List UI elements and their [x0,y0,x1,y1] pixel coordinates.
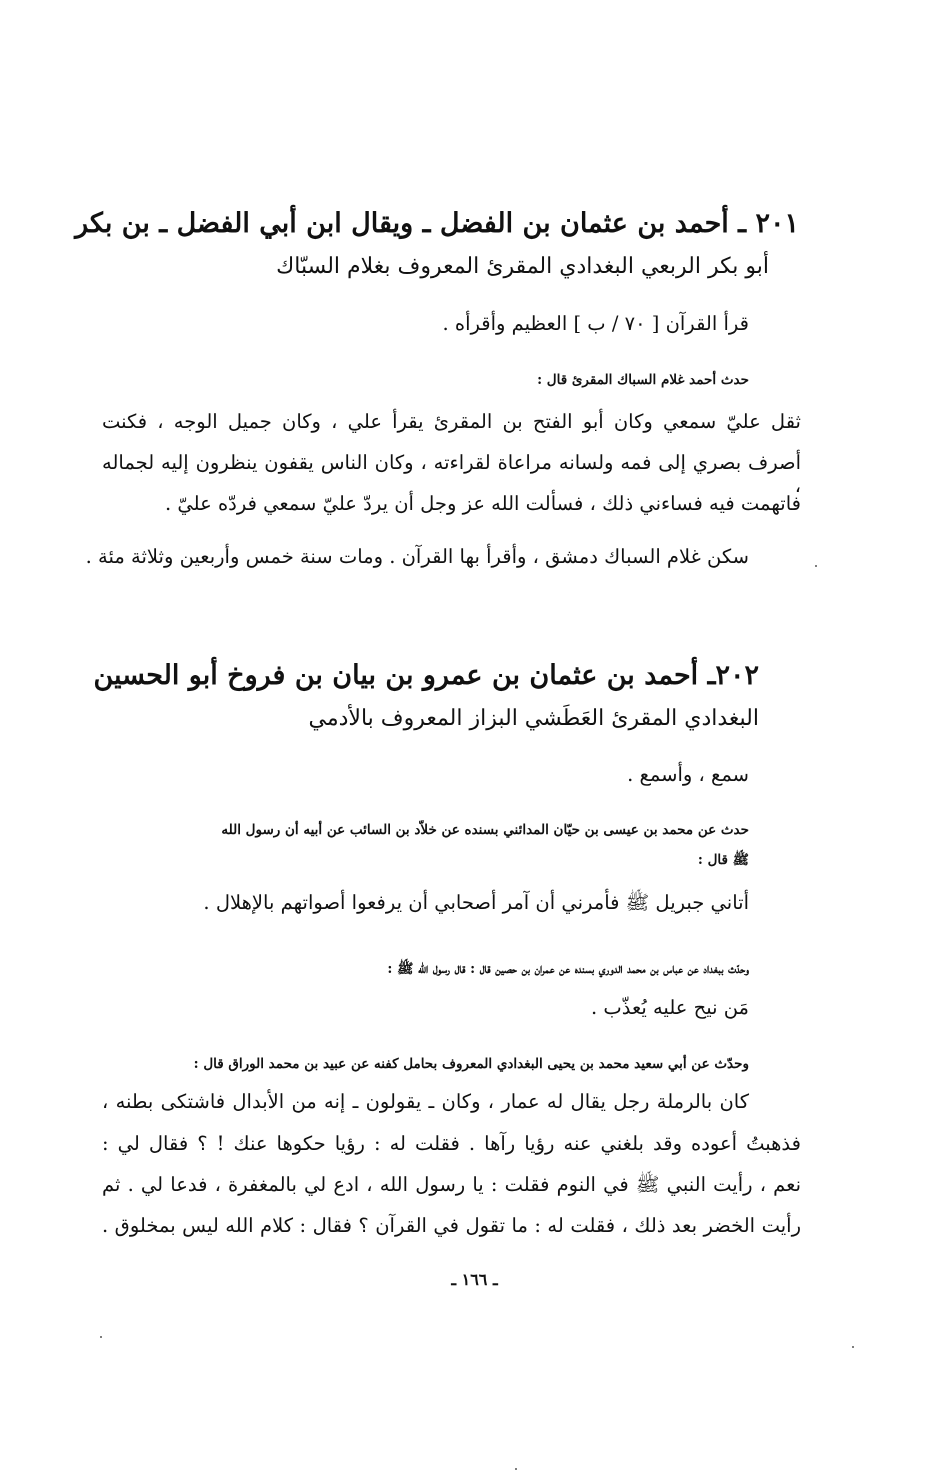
scan-speck [515,1468,517,1470]
entry-201-isnad: حدث أحمد غلام السباك المقرئ قال : [537,372,749,388]
entry-202-title: ٢٠٢ـ أحمد بن عثمان بن عمرو بن بيان بن فروخ أبو الحسين [93,660,759,691]
entry-201-narration-line-2: أصرف بصري إلى فمه ولسانه مراعاة لقراءته ، وكان الناس يقفون ينظرون إليه لجماله ، [102,451,801,497]
entry-202-hadith-1: أتاني جبريل ﷺ فأمرني أن آمر أصحابي أن يرفعوا أصواتهم بالإهلال . [203,891,749,914]
scan-speck [100,1336,102,1338]
entry-201-closing: سكن غلام السباك دمشق ، وأقرأ بها القرآن . ومات سنة خمس وأربعين وثلاثة مئة . [85,545,749,568]
scan-speck [852,1346,854,1348]
entry-202-story-line-1: كان بالرملة رجل يقال له عمار ، وكان ـ يقولون ـ إنه من الأبدال فاشتكى بطنه ، [102,1090,749,1113]
entry-202-isnad-1-line-2: ﷺ قال : [697,852,749,868]
entry-201-subtitle: أبو بكر الربعي البغدادي المقرئ المعروف بغلام السبّاك [276,254,769,279]
entry-202-subtitle: البغدادي المقرئ العَطَشي البزاز المعروف بالأدمي [308,706,759,731]
scan-speck [815,565,817,567]
entry-201-narration-line-3: فاتهمت فيه فساءني ذلك ، فسألت الله عز وجل أن يردّ عليّ سمعي فردّه عليّ . [165,492,801,515]
entry-201-narration-line-1: ثقل عليّ سمعي وكان أبو الفتح بن المقرئ يقرأ علي ، وكان جميل الوجه ، فكنت [102,410,801,433]
entry-202-isnad-1-line-1: حدث عن محمد بن عيسى بن حيّان المدائني بسنده عن خلاّد بن السائب عن أبيه أن رسول الله [221,822,749,838]
entry-202-story-line-4: رأيت الخضر بعد ذلك ، فقلت له : ما تقول في القرآن ؟ فقال : كلام الله ليس بمخلوق . [102,1214,801,1237]
entry-201-title: ٢٠١ ـ أحمد بن عثمان بن الفضل ـ ويقال ابن أبي الفضل ـ بن بكر [75,208,799,239]
entry-202-story-line-3: نعم ، رأيت النبي ﷺ في النوم فقلت : يا رسول الله ، ادع لي بالمغفرة ، فدعا لي . ثم [102,1173,801,1196]
page-number: ـ ١٦٦ ـ [451,1270,498,1289]
entry-202-hadith-2: مَن نيح عليه يُعذّب . [590,996,749,1019]
entry-202-isnad-2: وحدّث ببغداد عن عباس بن محمد الدوري بسنده عن عمران بن حصين قال : قال رسول الله ﷺ : [387,961,749,977]
entry-202-isnad-3: وحدّث عن أبي سعيد محمد بن يحيى البغدادي المعروف بحامل كفنه عن عبيد بن محمد الوراق قال : [193,1056,749,1072]
entry-201-intro: قرأ القرآن [ ٧٠ / ب ] العظيم وأقرأه . [442,312,749,335]
entry-202-intro: سمع ، وأسمع . [627,763,749,786]
entry-202-story-line-2: فذهبتُ أعوده وقد بلغني عنه رؤيا رآها . فقلت له : رؤيا حكوها عنك ! ؟ فقال لي : [102,1132,801,1155]
